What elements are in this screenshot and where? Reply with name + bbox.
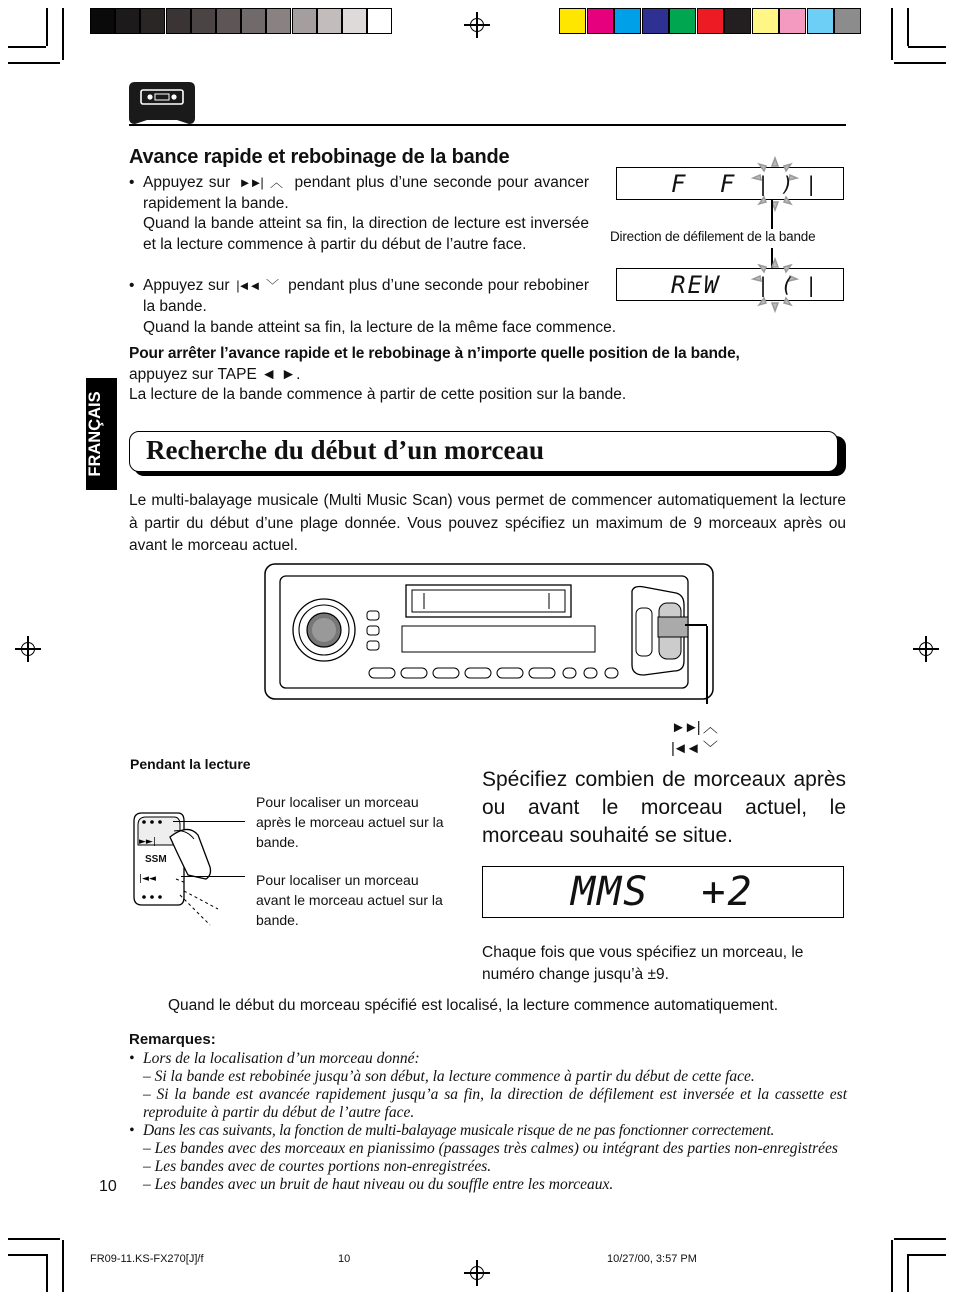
prev-track-button-icon: |◄◄ [234, 278, 262, 293]
remark-1-detail-2: – Si la bande est avancée rapidement jusqu’a sa fin, la direction de défilement est inversée et la cassette est reproduite à partir du début de l’autre face. [143, 1086, 847, 1121]
lcd-mms-text: MMS +2 [571, 869, 754, 915]
tape-direction-flash-icon [745, 156, 818, 212]
remarks-title: Remarques: [129, 1031, 216, 1048]
car-stereo-illustration [264, 563, 714, 700]
down-arrow-icon: ﹀ [266, 278, 284, 293]
ssm-label: SSM [145, 854, 167, 865]
gray-swatch [266, 8, 291, 34]
bullet-ff-pre: Appuyez sur [143, 174, 231, 191]
header-rule [129, 124, 846, 126]
language-side-tab-label: FRANÇAIS [86, 391, 104, 477]
color-swatch [752, 8, 779, 34]
stop-result: La lecture de la bande commence à partir de cette position sur la bande. [129, 386, 627, 403]
remark-1-detail-1: – Si la bande est rebobinée jusqu’à son début, la lecture commence à partir du début de cette face. [143, 1068, 755, 1085]
instruction-large: Spécifiez combien de morceaux après ou avant le morceau actuel, le morceau souhaité se situe. [482, 768, 846, 847]
color-swatch [724, 8, 751, 34]
each-time-paragraph: Chaque fois que vous spécifiez un morceau, le numéro change jusqu’à ±9. [482, 944, 804, 983]
lcd-display-mms [482, 866, 844, 918]
remark-1: Lors de la localisation d’un morceau donné: [143, 1050, 420, 1067]
located-paragraph: Quand le début du morceau spécifié est localisé, la lecture commence automatiquement. [168, 997, 779, 1014]
gray-swatch [292, 8, 317, 34]
footer-page: 10 [338, 1253, 351, 1265]
remark-2: Dans les cas suivants, la fonction de multi-balayage musicale risque de ne pas fonctionner correctement. [143, 1122, 775, 1139]
footer-date: 10/27/00, 3:57 PM [607, 1253, 697, 1265]
lcd-display-ff [616, 167, 844, 200]
color-swatch [642, 8, 669, 34]
remarks-list: • Lors de la localisation d’un morceau donné: – Si la bande est rebobinée jusqu’à son début, la lecture commence à partir du début de cette face. – Si la bande est avancée rapidement jusqu’a sa fin, la direction de défilement est inversée et la cassette est reproduite à partir du début de l’autre face. • Dans les cas suivants, la fonction de multi-balayage musicale risque de ne pas fonctionner correctement. – Les bandes avec des morceaux en pianissimo (passages très calmes) ou intégrant des parties non-enregistrées – Les bandes avec de courtes portions non-enregistrées. – Les bandes avec un bruit de haut niveau ou du souffle entre les morceaux. [129, 1050, 847, 1193]
gray-swatch [191, 8, 216, 34]
color-swatch [669, 8, 696, 34]
gray-swatch [241, 8, 266, 34]
registration-mark-icon [464, 12, 490, 38]
callout-prev-track: Pour localiser un morceau avant le morceau actuel sur la bande. [256, 872, 443, 928]
svg-text:| ) |: | ) | [757, 172, 818, 196]
gray-swatch [140, 8, 165, 34]
button-leader-line [685, 624, 707, 626]
bullet-rewind: • Appuyez sur |◄◄ ﹀ pendant plus d’une seconde pour rebobiner la bande. [129, 277, 589, 315]
color-swatch [807, 8, 834, 34]
bullet-ff-detail: Quand la bande atteint sa fin, la direction de lecture est inversée et la lecture commence à partir du début de l’autre face. [143, 215, 589, 253]
remark-2-detail-2: – Les bandes avec de courtes portions non-enregistrées. [143, 1158, 492, 1175]
lcd-ff-text: F F [671, 170, 745, 198]
intro-paragraph: Le multi-balayage musicale (Multi Music Scan) vous permet de commencer automatiquement la lecture à partir du début d’une plage donnée. Vous pouvez spécifiez un maximum de 9 morceaux après ou avant le morceau actuel. [129, 492, 846, 554]
color-swatch [587, 8, 614, 34]
color-swatch [614, 8, 641, 34]
bullet-ff-post: pendant plus d’une seconde pour avancer rapidement la bande. [143, 174, 589, 212]
section-title-track-search: Recherche du début d’un morceau [146, 435, 545, 465]
next-up-button-label-icon: ►►| ︿ [671, 719, 716, 736]
remark-2-detail-1: – Les bandes avec des morceaux en pianissimo (passages très calmes) ou intégrant des parties non-enregistrées [143, 1140, 838, 1157]
svg-text:|◄◄: |◄◄ [139, 874, 156, 884]
callout-line [181, 876, 245, 877]
up-arrow-icon: ︿ [270, 175, 289, 190]
color-swatch [697, 8, 724, 34]
footer-file: FR09-11.KS-FX270[J]/f [90, 1253, 204, 1265]
lcd-display-rew [616, 268, 844, 301]
lcd-rew-text: REW [671, 271, 721, 299]
svg-text:►►|: ►►| [139, 837, 156, 847]
registration-mark-icon [464, 1260, 490, 1286]
callout-line [173, 821, 245, 822]
gray-swatch [317, 8, 342, 34]
direction-caption: Direction de défilement de la bande [610, 229, 816, 244]
stop-instruction-bold: Pour arrêter l’avance rapide et le rebobinage à n’importe quelle position de la bande, [129, 345, 740, 362]
page-number: 10 [99, 1178, 117, 1195]
callout-next-track: Pour localiser un morceau après le morceau actuel sur la bande. [256, 794, 444, 850]
color-swatch [559, 8, 586, 34]
gray-swatch [115, 8, 140, 34]
button-hand-illustration [128, 805, 253, 930]
color-swatch [779, 8, 806, 34]
next-track-button-icon: ►►| [235, 175, 265, 190]
color-swatch [834, 8, 861, 34]
stop-instruction: appuyez sur TAPE ◄ ►. [129, 366, 301, 383]
prev-down-button-label-icon: |◄◄ ﹀ [671, 740, 716, 757]
during-playback-label: Pendant la lecture [130, 756, 251, 772]
tape-direction-flash-icon [745, 257, 818, 313]
gray-swatch [216, 8, 241, 34]
bullet-rew-pre: Appuyez sur [143, 277, 230, 294]
language-side-tab [86, 378, 117, 490]
direction-leader-line [771, 199, 773, 229]
bullet-fast-forward: • Appuyez sur ►►| ︿ pendant plus d’une seconde pour avancer rapidement la bande. Quand la bande atteint sa fin, la direction de lecture est inversée et la lecture commence à partir du début de l’autre face. [129, 173, 589, 255]
gray-swatch [367, 8, 392, 34]
gray-swatch [90, 8, 115, 34]
gray-swatch [342, 8, 367, 34]
remark-2-detail-3: – Les bandes avec un bruit de haut niveau ou du souffle entre les morceaux. [143, 1176, 614, 1193]
gray-swatch [166, 8, 191, 34]
bullet-rew-detail: Quand la bande atteint sa fin, la lecture de la même face commence. [143, 319, 617, 336]
svg-text:| ( |: | ( | [757, 273, 818, 297]
bullet-rew-post: pendant plus d’une seconde pour rebobiner la bande. [143, 277, 589, 315]
section-title-fast-forward: Avance rapide et rebobinage de la bande [129, 146, 510, 168]
registration-mark-icon [15, 636, 41, 662]
section-title-bar [129, 431, 846, 476]
button-leader-line [706, 626, 708, 704]
cassette-tab-icon [129, 82, 195, 124]
registration-mark-icon [913, 636, 939, 662]
